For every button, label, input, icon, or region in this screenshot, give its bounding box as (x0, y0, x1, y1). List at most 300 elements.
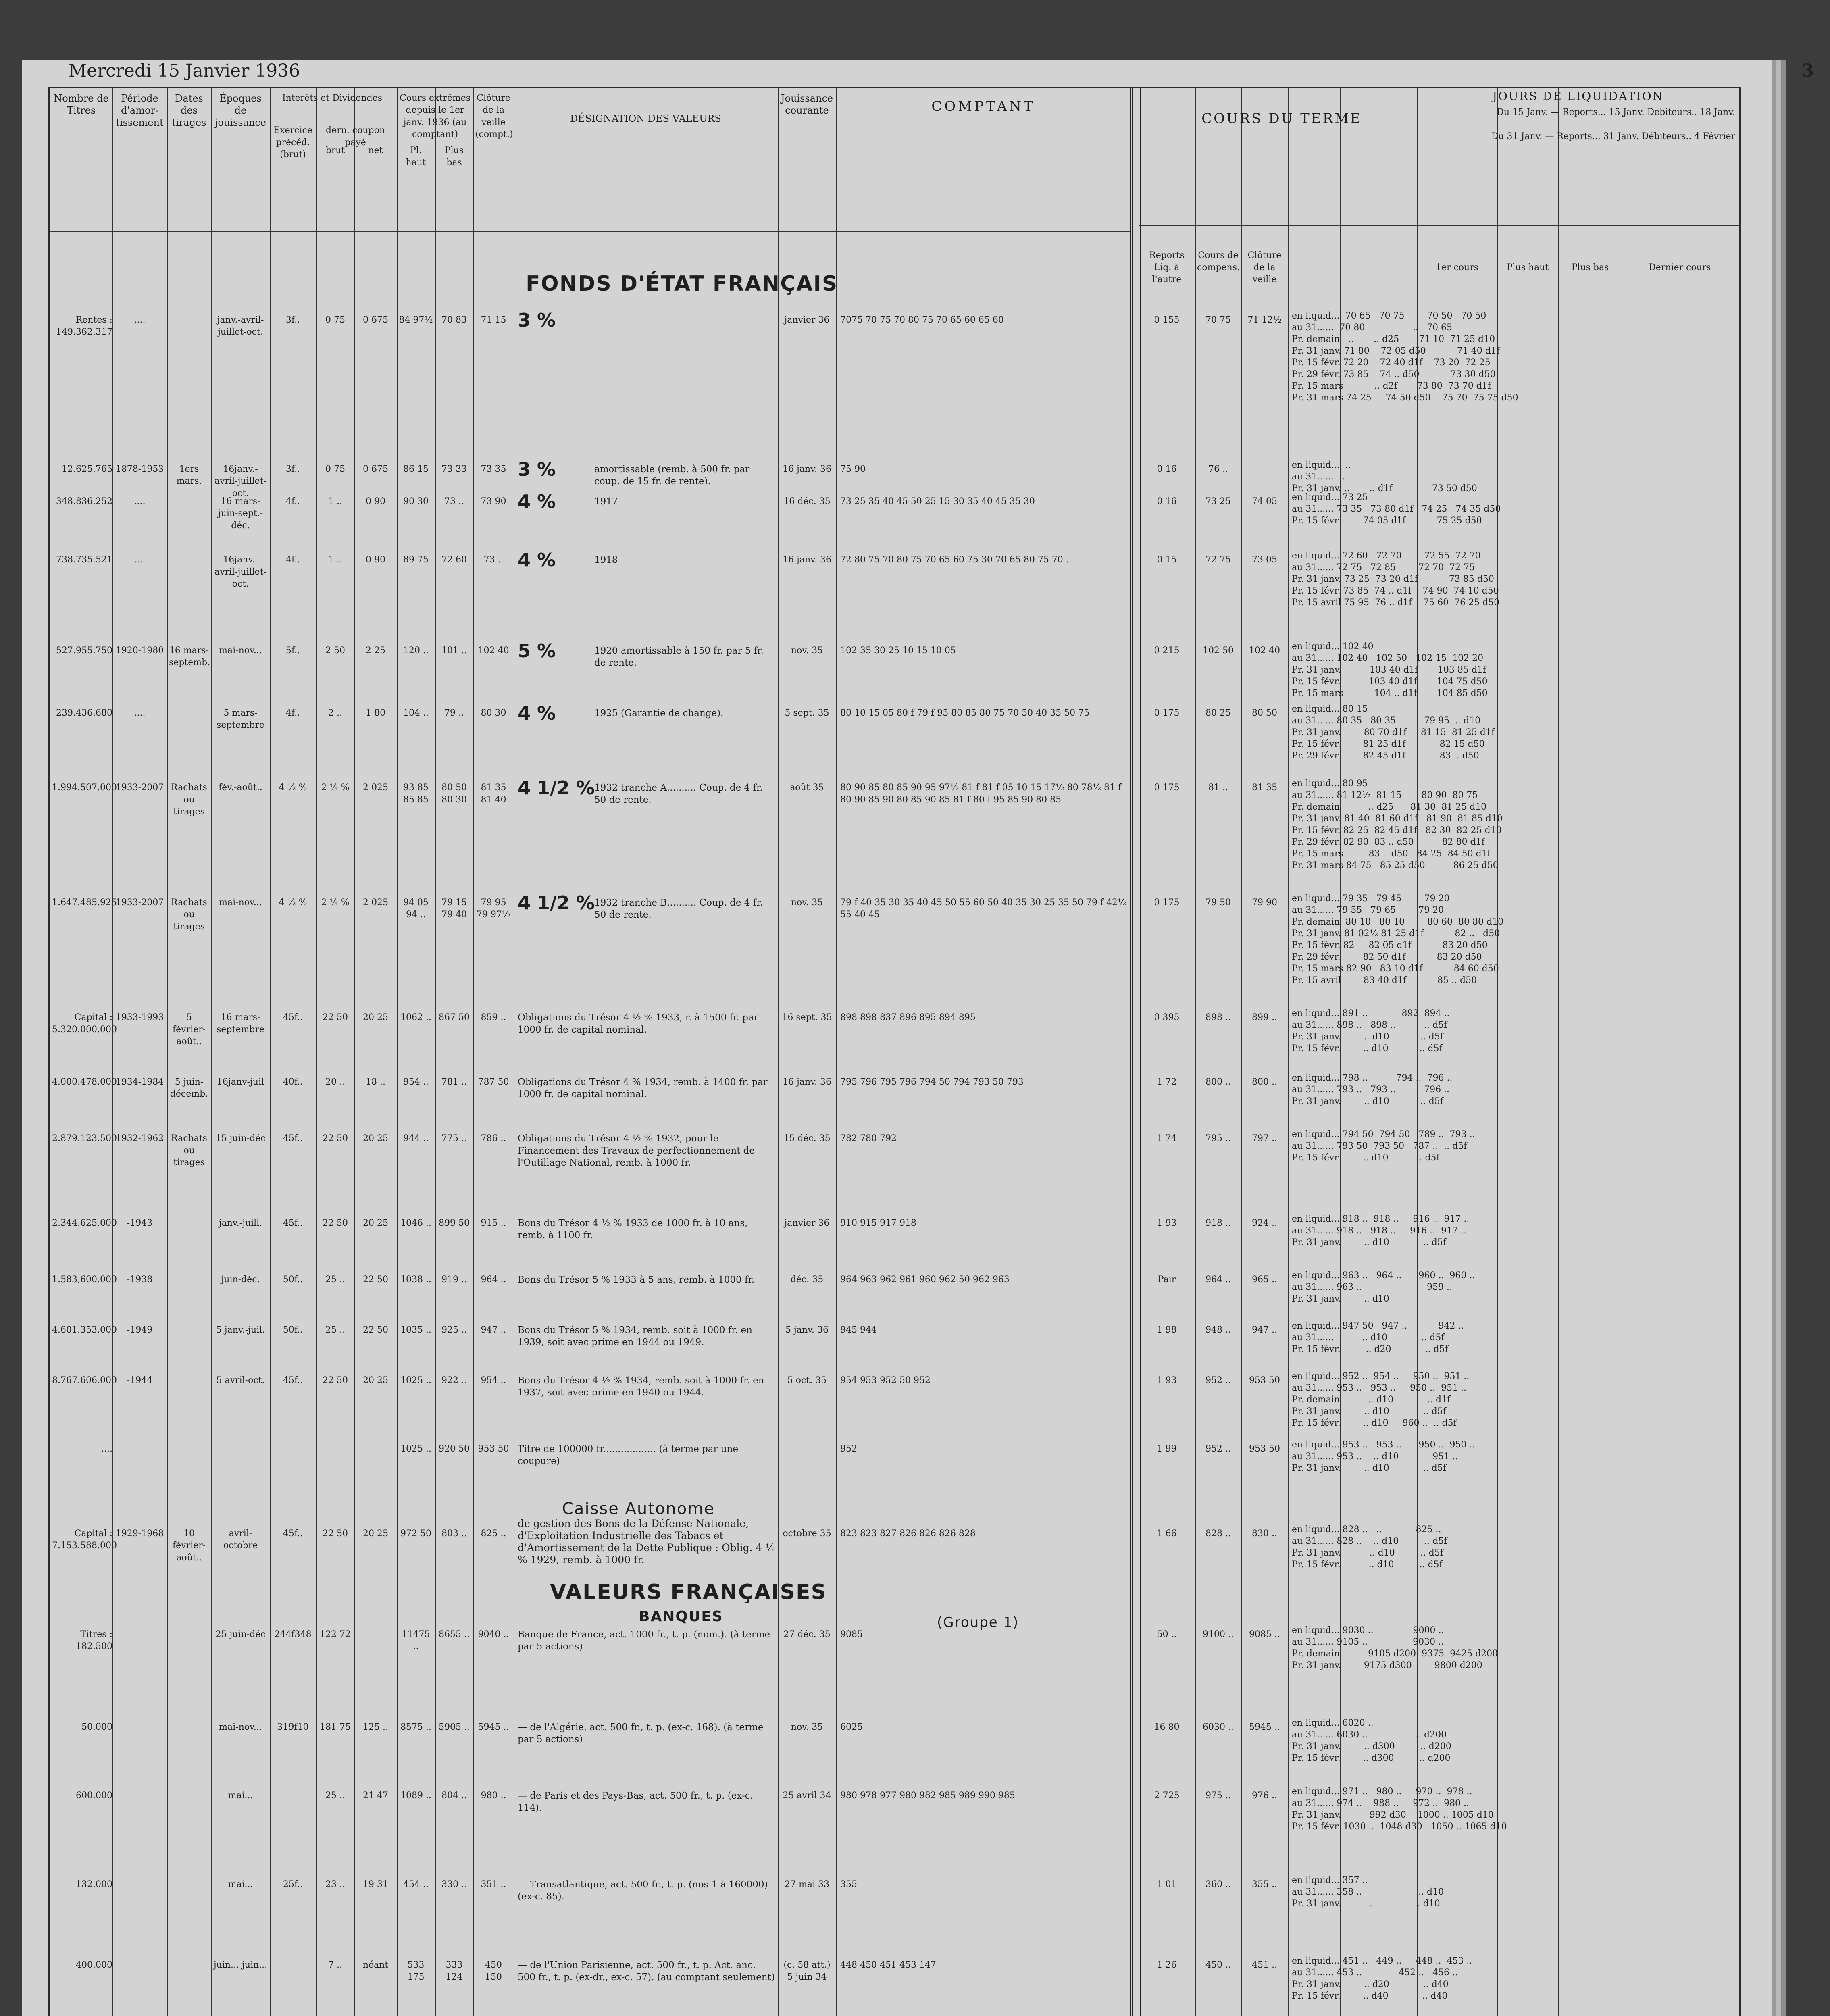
cell-bas: 79 15 79 40 (441, 898, 467, 920)
cell-veille: 81 35 81 40 (481, 783, 506, 805)
cell-haut: 120 .. (403, 646, 429, 656)
cell-dates: Rachats ou tirages (171, 1133, 207, 1168)
cell-designation: — de Paris et des Pays-Bas, act. 500 fr., t. p. (ex-c. 114). (518, 1791, 753, 1813)
section-caisse-text: de gestion des Bons de la Défense Nationale, d'Exploitation Industrielle des Tabacs et d'Amortissement de la Dette Publique : Oblig. 4 ½ % 1929, remb. à 1000 fr. (518, 1518, 775, 1566)
cell-net: 0 675 (363, 315, 388, 325)
cell-epoques: mai... (228, 1879, 253, 1889)
cell-comptant: 448 450 451 453 147 (840, 1960, 936, 1970)
cell-comptant: 355 (840, 1879, 857, 1889)
cell-titres: 1.994.507.000 (52, 783, 117, 793)
cell-titres: 738.735.521 (56, 555, 112, 565)
cell-epoques: 5 janv.-juil. (216, 1325, 265, 1335)
cell-net: 20 25 (363, 1529, 388, 1539)
table-row (50, 1321, 1739, 1354)
cell-veille: 859 .. (481, 1012, 506, 1023)
cell-titres: 527.955.750 (56, 646, 112, 656)
cell-exercice: 4f.. (285, 708, 300, 718)
cell-periode: 1878-1953 (115, 464, 164, 474)
cell-reports: 1 66 (1157, 1529, 1177, 1539)
cell-haut: 1035 .. (400, 1325, 431, 1335)
cell-titres: 2.879.123.500 (52, 1133, 117, 1143)
cell-brut: 22 50 (323, 1218, 348, 1228)
cell-compens: 72 75 (1205, 555, 1231, 565)
cell-cloture: 81 35 (1252, 783, 1277, 793)
rente-rate-label: 4 1/2 % (518, 892, 595, 914)
rente-rate-label: 4 % (518, 491, 556, 512)
cell-terme-quotes: en liquid... 953 .. 953 .. 950 .. 950 .. au 31...... 953 .. .. d10 951 .. Pr. 31 janv. .. d10 .. d5f (1292, 1440, 1475, 1473)
table-row (50, 1214, 1739, 1248)
cell-periode: .... (134, 555, 146, 565)
cell-bas: 922 .. (441, 1375, 467, 1385)
cell-comptant: 102 35 30 25 10 15 10 05 (840, 646, 956, 656)
cell-bas: 5905 .. (439, 1722, 470, 1732)
header-plus-haut: Plus haut (1506, 262, 1549, 273)
table-row (50, 1073, 1739, 1106)
cell-net: 22 50 (363, 1325, 388, 1335)
header-cours-terme: COURS DU TERME (1201, 110, 1362, 127)
section-caisse-title: Caisse Autonome (562, 1500, 715, 1518)
cell-haut: 1089 .. (400, 1791, 431, 1801)
cell-veille: 787 50 (478, 1077, 509, 1087)
cell-reports: 16 80 (1154, 1722, 1180, 1732)
cell-net: 2 025 (363, 898, 388, 908)
cell-cloture: 800 .. (1252, 1077, 1277, 1087)
cell-haut: 1025 .. (400, 1375, 431, 1385)
cell-epoques: mai-nov... (219, 646, 262, 656)
cell-veille: 71 15 (481, 315, 506, 325)
cell-terme-quotes: en liquid... 70 65 70 75 70 50 70 50 au 31...... 70 80 .. 70 65 Pr. demain .. .. d25 71 10 71 25 d10 Pr. 31 janv. 71 80 72 05 d50 71 40 d1f Pr. 15 févr. 72 20 72 40 d1f 73 20 72 25 Pr. 29 févr. 73 85 74 .. d50 73 30 d50 Pr. 15 mars .. d2f 73 80 73 70 d1f Pr. 31 mars 74 25 74 50 d50 75 70 75 75 d50 (1292, 311, 1518, 403)
cell-titres: Capital : 7.153.588.000 (52, 1529, 117, 1551)
table-row (50, 702, 1739, 761)
cell-comptant: 73 25 35 40 45 50 25 15 30 35 40 45 35 30 (840, 496, 1035, 506)
cell-jouissance: janvier 36 (784, 315, 830, 325)
page-date: Mercredi 15 Janvier 1936 (69, 60, 300, 81)
cell-bas: 899 50 (439, 1218, 470, 1228)
header-comptant: COMPTANT (931, 98, 1035, 115)
cell-terme-quotes: en liquid... 72 60 72 70 72 55 72 70 au 31...... 72 75 72 85 72 70 72 75 Pr. 31 janv. 73 25 73 20 d1f 73 85 d50 Pr. 15 févr. 73 85 74 .. d1f 74 90 74 10 d50 Pr. 15 avril 75 95 76 .. d1f 75 60 76 25 d50 (1292, 551, 1500, 608)
cell-net: 20 25 (363, 1012, 388, 1023)
cell-terme-quotes: en liquid... 9030 .. 9000 .. au 31...... 9105 .. 9030 .. Pr. demain 9105 d200 9375 9425 d200 Pr. 31 janv. 9175 d300 9800 d200 (1292, 1625, 1498, 1670)
header-pl-haut: Pl. haut (406, 146, 426, 168)
cell-veille: 786 .. (481, 1133, 506, 1143)
table-row (50, 1718, 1739, 1763)
cell-brut: 1 .. (328, 555, 342, 565)
cell-compens: 450 .. (1205, 1960, 1231, 1970)
cell-jouissance: 27 mai 33 (785, 1879, 829, 1889)
cell-terme-quotes: en liquid... 357 .. au 31...... 358 .. .. d10 Pr. 31 janv. .. .. d10 (1292, 1875, 1444, 1909)
header-brut: brut (325, 146, 345, 156)
cell-terme-quotes: en liquid... 102 40 au 31...... 102 40 102 50 102 15 102 20 Pr. 31 janv. 103 40 d1f 103 85 d1f Pr. 15 févr. 103 40 d1f 104 75 d50 Pr. 15 mars 104 .. d1f 104 85 d50 (1292, 641, 1488, 698)
cell-veille: 450 150 (485, 1960, 502, 1982)
cell-haut: 11475 .. (402, 1629, 430, 1652)
cell-jouissance: nov. 35 (791, 1722, 823, 1732)
cell-designation: Bons du Trésor 4 ½ % 1934, remb. soit à 1000 fr. en 1937, soit avec prime en 1940 ou 1944. (518, 1375, 764, 1398)
cell-brut: 122 72 (320, 1629, 351, 1639)
cell-titres: 1.647.485.925 (52, 898, 117, 908)
cell-jouissance: 16 janv. 36 (783, 464, 831, 474)
cell-exercice: 4f.. (285, 555, 300, 565)
cell-bas: 803 .. (441, 1529, 467, 1539)
cell-reports: 0 16 (1157, 464, 1177, 474)
header-cloture-veille-terme: Clôture de la veille (1247, 250, 1282, 285)
cell-exercice: 45f.. (283, 1218, 303, 1228)
cell-haut: 533 175 (407, 1960, 425, 1982)
cell-net: 0 90 (366, 496, 385, 506)
cell-reports: 0 175 (1154, 783, 1180, 793)
cell-brut: 1 .. (328, 496, 342, 506)
rente-rate-label: 3 % (518, 309, 556, 331)
cell-periode: 1933-2007 (115, 783, 164, 793)
stock-quotation-table (48, 87, 1741, 2016)
cell-comptant: 6025 (840, 1722, 863, 1732)
cell-reports: 1 93 (1157, 1375, 1177, 1385)
cell-haut: 89 75 (403, 555, 429, 565)
header-jours-liquidation: JOURS DE LIQUIDATION (1492, 90, 1664, 103)
cell-cloture: 953 50 (1249, 1375, 1280, 1385)
cell-periode: -1949 (127, 1325, 153, 1335)
cell-epoques: 5 mars-septembre (217, 708, 264, 730)
cell-exercice: 50f.. (283, 1275, 303, 1285)
cell-titres: 2.344.625.000 (52, 1218, 117, 1228)
cell-veille: 351 .. (481, 1879, 506, 1889)
cell-brut: 22 50 (323, 1529, 348, 1539)
cell-brut: 2 ¼ % (321, 898, 350, 908)
cell-titres: 348.836.252 (56, 496, 112, 506)
cell-bas: 101 .. (441, 646, 467, 656)
cell-compens: 102 50 (1203, 646, 1234, 656)
cell-veille: 73 90 (481, 496, 506, 506)
cell-net: 125 .. (363, 1722, 388, 1732)
cell-net: 1 80 (366, 708, 385, 718)
cell-haut: 8575 .. (400, 1722, 431, 1732)
cell-exercice: 45f.. (283, 1529, 303, 1539)
cell-designation: Banque de France, act. 1000 fr., t. p. (nom.). (à terme par 5 actions) (518, 1629, 770, 1652)
cell-compens: 73 25 (1205, 496, 1231, 506)
cell-reports: 50 .. (1157, 1629, 1177, 1639)
cell-epoques: 16 mars-septembre (217, 1012, 264, 1035)
cell-periode: -1943 (127, 1218, 153, 1228)
cell-titres: 239.436.680 (56, 708, 112, 718)
cell-jouissance: déc. 35 (790, 1275, 824, 1285)
header-periode: Période d'amor-tissement (116, 93, 164, 128)
cell-compens: 952 .. (1205, 1444, 1231, 1454)
cell-brut: 7 .. (328, 1960, 342, 1970)
rente-rate-label: 4 % (518, 702, 556, 724)
cell-brut: 25 .. (325, 1791, 345, 1801)
cell-titres: .... (101, 1444, 112, 1454)
cell-terme-quotes: en liquid... 80 15 au 31...... 80 35 80 35 79 95 .. d10 Pr. 31 janv. 80 70 d1f 81 15 81 25 d1f Pr. 15 févr. 81 25 d1f 82 15 d50 Pr. 29 févr. 82 45 d1f 83 .. d50 (1292, 704, 1495, 761)
cell-dates: 5 juin-décemb. (170, 1077, 208, 1099)
cell-exercice: 3f.. (285, 464, 300, 474)
cell-cloture: 79 90 (1252, 898, 1277, 908)
rente-rate-label: 3 % (518, 458, 556, 480)
cell-comptant: 823 823 827 826 826 826 828 (840, 1529, 976, 1539)
cell-bas: 925 .. (441, 1325, 467, 1335)
cell-periode: 1933-1993 (115, 1012, 164, 1023)
cell-compens: 9100 .. (1203, 1629, 1234, 1639)
cell-comptant: 980 978 977 980 982 985 989 990 985 (840, 1791, 1015, 1801)
cell-periode: 1929-1968 (115, 1529, 164, 1539)
cell-exercice: 319f10 (277, 1722, 309, 1732)
cell-exercice: 5f.. (285, 646, 300, 656)
cell-periode: .... (134, 315, 146, 325)
cell-compens: 964 .. (1205, 1275, 1231, 1285)
cell-periode: 1934-1984 (115, 1077, 164, 1087)
cell-cloture: 924 .. (1252, 1218, 1277, 1228)
cell-periode: -1938 (127, 1275, 153, 1285)
cell-bas: 775 .. (441, 1133, 467, 1143)
cell-cloture: 965 .. (1252, 1275, 1277, 1285)
cell-cloture: 451 .. (1252, 1960, 1277, 1970)
cell-titres: 400.000 (76, 1960, 112, 1970)
header-dern-coupon: dern. coupon payé (325, 125, 385, 148)
cell-terme-quotes: en liquid... 952 .. 954 .. 950 .. 951 .. au 31...... 953 .. 953 .. 950 .. 951 .. Pr. demain .. d10 .. d1f Pr. 31 janv. .. d10 .. d5f Pr. 15 févr. .. d10 960 .. .. d5f (1292, 1371, 1470, 1428)
cell-dates: 10 février-août.. (172, 1529, 206, 1563)
cell-comptant: 795 796 795 796 794 50 794 793 50 793 (840, 1077, 1024, 1087)
cell-jouissance: 25 avril 34 (783, 1791, 831, 1801)
cell-designation: 1917 (594, 496, 618, 507)
header-dates-tirages: Dates des tirages (172, 93, 206, 128)
cell-designation: Bons du Trésor 5 % 1934, remb. soit à 1000 fr. en 1939, soit avec prime en 1944 ou 1949. (518, 1325, 752, 1347)
cell-designation: 1918 (594, 555, 618, 565)
cell-titres: 600.000 (76, 1791, 112, 1801)
cell-jouissance: (c. 58 att.) 5 juin 34 (783, 1960, 831, 1982)
cell-compens: 952 .. (1205, 1375, 1231, 1385)
cell-comptant: 910 915 917 918 (840, 1218, 916, 1228)
cell-compens: 795 .. (1205, 1133, 1231, 1143)
cell-terme-quotes: en liquid... 451 .. 449 .. 448 .. 453 .. au 31...... 453 .. 452 .. 456 .. Pr. 31 janv. .. d20 .. d40 Pr. 15 févr. .. d40 .. d40 (1292, 1956, 1472, 2001)
cell-designation: — Transatlantique, act. 500 fr., t. p. (nos 1 à 160000) (ex-c. 85). (518, 1879, 768, 1902)
cell-jouissance: août 35 (790, 783, 824, 793)
cell-epoques: fév.-août.. (219, 783, 262, 793)
cell-reports: 1 98 (1157, 1325, 1177, 1335)
cell-cloture: 830 .. (1252, 1529, 1277, 1539)
cell-terme-quotes: en liquid... .. au 31...... .. Pr. 31 janv. .. .. d1f 73 50 d50 (1292, 460, 1477, 494)
cell-veille: 9040 .. (478, 1629, 509, 1639)
cell-jouissance: 16 janv. 36 (783, 555, 831, 565)
cell-veille: 964 .. (481, 1275, 506, 1285)
cell-terme-quotes: en liquid... 794 50 794 50 789 .. 793 .. au 31...... 793 50 793 50 787 .. .. d5f Pr. 15 févr. .. d10 .. d5f (1292, 1129, 1475, 1163)
header-cloture-veille: Clôture de la veille (compt.) (475, 93, 513, 140)
cell-compens: 948 .. (1205, 1325, 1231, 1335)
cell-compens: 898 .. (1205, 1012, 1231, 1023)
cell-dates: Rachats ou tirages (171, 783, 207, 817)
header-plus-bas: Plus bas (444, 146, 464, 168)
cell-veille: 102 40 (478, 646, 509, 656)
cell-brut: 22 50 (323, 1375, 348, 1385)
cell-titres: Titres : 182.500 (76, 1629, 112, 1652)
cell-exercice: 40f.. (283, 1077, 303, 1087)
cell-jouissance: octobre 35 (783, 1529, 831, 1539)
cell-compens: 918 .. (1205, 1218, 1231, 1228)
rente-rate-label: 4 1/2 % (518, 777, 595, 799)
cell-bas: 330 .. (441, 1879, 467, 1889)
cell-terme-quotes: en liquid... 963 .. 964 .. 960 .. 960 .. au 31...... 963 .. 959 .. Pr. 31 janv. .. d10 (1292, 1270, 1475, 1304)
cell-cloture: 947 .. (1252, 1325, 1277, 1335)
cell-exercice: 4 ½ % (279, 898, 307, 908)
cell-titres: 132.000 (76, 1879, 112, 1889)
cell-comptant: 952 (840, 1444, 857, 1454)
cell-reports: 1 26 (1157, 1960, 1177, 1970)
cell-reports: 0 175 (1154, 898, 1180, 908)
cell-compens: 79 50 (1205, 898, 1231, 908)
header-epoques: Époques de jouissance (214, 93, 266, 128)
cell-comptant: 954 953 952 50 952 (840, 1375, 931, 1385)
cell-titres: 8.767.606.000 (52, 1375, 117, 1385)
cell-designation: — de l'Algérie, act. 500 fr., t. p. (ex-c. 168). (à terme par 5 actions) (518, 1722, 764, 1745)
cell-net: 22 50 (363, 1275, 388, 1285)
header-cours-compens: Cours de compens. (1197, 250, 1240, 273)
cell-cloture: 80 50 (1252, 708, 1277, 718)
cell-compens: 70 75 (1205, 315, 1231, 325)
cell-net: 20 25 (363, 1218, 388, 1228)
section-banques: BANQUES (639, 1608, 723, 1625)
cell-cloture: 73 05 (1252, 555, 1277, 565)
cell-titres: 4.601.353.000 (52, 1325, 117, 1335)
cell-compens: 360 .. (1205, 1879, 1231, 1889)
cell-brut: 2 50 (325, 646, 345, 656)
cell-epoques: 5 avril-oct. (216, 1375, 265, 1385)
cell-net: 19 31 (363, 1879, 388, 1889)
cell-epoques: 16janv.-avril-juillet-oct. (214, 555, 266, 589)
cell-compens: 975 .. (1205, 1791, 1231, 1801)
cell-terme-quotes: en liquid... 80 95 au 31...... 81 12½ 81 15 80 90 80 75 Pr. demain .. d25 81 30 81 25 d10 Pr. 31 janv. 81 40 81 60 d1f 81 90 81 85 d10 Pr. 15 févr. 82 25 82 45 d1f 82 30 82 25 d10 Pr. 29 févr. 82 90 83 .. d50 82 80 d1f Pr. 15 mars 83 .. d50 84 25 84 50 d1f Pr. 31 mars 84 75 85 25 d50 86 25 d50 (1292, 779, 1503, 871)
cell-jouissance: 16 sept. 35 (782, 1012, 832, 1023)
cell-reports: Pair (1158, 1275, 1176, 1285)
cell-exercice: 45f.. (283, 1133, 303, 1143)
cell-bas: 333 124 (446, 1960, 463, 1982)
cell-epoques: mai-nov... (219, 898, 262, 908)
cell-veille: 954 .. (481, 1375, 506, 1385)
cell-jouissance: 5 oct. 35 (787, 1375, 827, 1385)
cell-haut: 1046 .. (400, 1218, 431, 1228)
cell-comptant: 898 898 837 896 895 894 895 (840, 1012, 976, 1023)
cell-veille: 947 .. (481, 1325, 506, 1335)
cell-brut: 22 50 (323, 1133, 348, 1143)
cell-reports: 0 215 (1154, 646, 1180, 656)
cell-comptant: 7075 70 75 70 80 75 70 65 60 65 60 (840, 315, 1004, 325)
cell-jouissance: nov. 35 (791, 646, 823, 656)
cell-epoques: 15 juin-déc (215, 1133, 266, 1143)
cell-jouissance: nov. 35 (791, 898, 823, 908)
cell-veille: 79 95 79 97½ (476, 898, 511, 920)
cell-brut: 0 75 (325, 315, 345, 325)
cell-designation: Obligations du Trésor 4 ½ % 1932, pour le Financement des Travaux de perfectionnement de l'Outillage National, remb. à 1000 fr. (518, 1133, 755, 1168)
header-designation: DÉSIGNATION DES VALEURS (570, 113, 721, 124)
cell-exercice: 244f348 (274, 1629, 312, 1639)
cell-jouissance: 5 sept. 35 (785, 708, 829, 718)
cell-epoques: 25 juin-déc (215, 1629, 266, 1639)
table-row (50, 458, 1739, 498)
cell-reports: 0 175 (1154, 708, 1180, 718)
cell-terme-quotes: en liquid... 6020 .. au 31...... 6030 .. .. d200 Pr. 31 janv. .. d300 .. d200 Pr. 15 févr. .. d300 .. d200 (1292, 1718, 1451, 1763)
cell-comptant: 782 780 792 (840, 1133, 897, 1143)
cell-bas: 70 83 (441, 315, 467, 325)
cell-bas: 73 33 (441, 464, 467, 474)
cell-exercice: 4 ½ % (279, 783, 307, 793)
cell-reports: 0 15 (1157, 555, 1177, 565)
cell-terme-quotes: en liquid... 79 35 79 45 79 20 au 31...... 79 55 79 65 79 20 Pr. demain 80 10 80 10 80 60 80 80 d10 Pr. 31 janv. 81 02½ 81 25 d1f 82 .. d50 Pr. 15 févr. 82 82 05 d1f 83 20 d50 Pr. 29 févr. 82 50 d1f 83 20 d50 Pr. 15 mars 82 90 83 10 d1f 84 60 d50 Pr. 15 avril 83 40 d1f 85 .. d50 (1292, 893, 1504, 985)
cell-designation: Obligations du Trésor 4 % 1934, remb. à 1400 fr. par 1000 fr. de capital nominal. (518, 1077, 768, 1100)
rente-rate-label: 4 % (518, 549, 556, 571)
header-cours-extremes: Cours extrêmes depuis le 1er janv. 1936 (au comptant) (399, 93, 471, 140)
cell-exercice: 45f.. (283, 1012, 303, 1023)
cell-comptant: 80 90 85 80 85 90 95 97½ 81 f 81 f 05 10 15 17½ 80 78½ 81 f 80 90 85 90 80 85 90 85 81 f 80 f 95 85 90 80 85 (840, 783, 1122, 805)
cell-veille: 980 .. (481, 1791, 506, 1801)
cell-haut: 1025 .. (400, 1444, 431, 1454)
cell-veille: 825 .. (481, 1529, 506, 1539)
cell-designation: Bons du Trésor 4 ½ % 1933 de 1000 fr. à 10 ans, remb. à 1100 fr. (518, 1218, 748, 1241)
cell-titres: 4.000.478.000 (52, 1077, 117, 1087)
cell-terme-quotes: en liquid... 947 50 947 .. 942 .. au 31...... .. d10 .. d5f Pr. 15 févr. .. d20 .. d5f (1292, 1321, 1464, 1354)
cell-net: néant (362, 1960, 389, 1970)
section-valeurs-francaises: VALEURS FRANÇAISES (550, 1580, 827, 1604)
cell-jouissance: 15 déc. 35 (783, 1133, 831, 1143)
cell-exercice: 50f.. (283, 1325, 303, 1335)
header-liq-line2: Du 31 Janv. — Reports... 31 Janv. Débiteurs.. 4 Février (1491, 131, 1735, 142)
cell-comptant: 9085 (840, 1629, 863, 1639)
rente-rate-label: 5 % (518, 640, 556, 662)
cell-net: 20 25 (363, 1375, 388, 1385)
header-premier-cours: 1er cours (1435, 262, 1479, 273)
cell-haut: 1038 .. (400, 1275, 431, 1285)
cell-haut: 972 50 (400, 1529, 431, 1539)
cell-reports: 1 01 (1157, 1879, 1177, 1889)
cell-haut: 1062 .. (400, 1012, 431, 1023)
cell-titres: Rentes : 149.362.317 (56, 315, 112, 337)
cell-brut: 181 75 (320, 1722, 351, 1732)
header-net: net (368, 146, 383, 156)
cell-net: 0 675 (363, 464, 388, 474)
cell-designation: Obligations du Trésor 4 ½ % 1933, r. à 1500 fr. par 1000 fr. de capital nominal. (518, 1012, 758, 1035)
cell-terme-quotes: en liquid... 918 .. 918 .. 916 .. 917 .. au 31...... 918 .. 918 .. 916 .. 917 .. Pr. 31 janv. .. d10 .. d5f (1292, 1214, 1470, 1248)
cell-haut: 84 97½ (399, 315, 433, 325)
cell-epoques: juin-déc. (221, 1275, 260, 1285)
cell-bas: 79 .. (444, 708, 464, 718)
cell-cloture: 9085 .. (1249, 1629, 1280, 1639)
cell-cloture: 953 50 (1249, 1444, 1280, 1454)
cell-terme-quotes: en liquid... 73 25 au 31...... 73 35 73 80 d1f 74 25 74 35 d50 Pr. 15 févr. 74 05 d1f 75 25 d50 (1292, 492, 1501, 526)
cell-comptant: 75 90 (840, 464, 866, 474)
header-jouissance: Jouissance courante (781, 93, 833, 116)
cell-bas: 781 .. (441, 1077, 467, 1087)
cell-terme-quotes: en liquid... 828 .. .. 825 .. au 31...... 828 .. .. d10 .. d5f Pr. 31 janv. .. d10 .. d5f Pr. 15 févr. .. d10 .. d5f (1292, 1524, 1447, 1570)
cell-cloture: 797 .. (1252, 1133, 1277, 1143)
table-row (50, 1956, 1739, 2001)
cell-reports: 0 16 (1157, 496, 1177, 506)
cell-periode: 1920-1980 (115, 646, 164, 656)
cell-jouissance: 5 janv. 36 (785, 1325, 829, 1335)
cell-periode: 1933-2007 (115, 898, 164, 908)
cell-designation: — de l'Union Parisienne, act. 500 fr., t. p. Act. anc. 500 fr., t. p. (ex-dr., ex-c. 57). (au comptant seulement) (518, 1960, 775, 1983)
cell-brut: 22 50 (323, 1012, 348, 1023)
cell-jouissance: 16 janv. 36 (783, 1077, 831, 1087)
cell-compens: 800 .. (1205, 1077, 1231, 1087)
cell-designation: 1920 amortissable à 150 fr. par 5 fr. de rente. (594, 646, 764, 668)
cell-haut: 93 85 85 85 (403, 783, 429, 805)
cell-periode: 1932-1962 (115, 1133, 164, 1143)
cell-haut: 954 .. (403, 1077, 429, 1087)
cell-cloture: 355 .. (1252, 1879, 1277, 1889)
cell-dates: 1ers mars. (176, 464, 202, 486)
cell-net: 20 25 (363, 1133, 388, 1143)
cell-brut: 2 ¼ % (321, 783, 350, 793)
cell-exercice: 4f.. (285, 496, 300, 506)
header-exercice: Exercice précéd. (brut) (273, 125, 312, 160)
cell-designation: amortissable (remb. à 500 fr. par coup. de 15 fr. de rente). (594, 464, 750, 487)
cell-haut: 90 30 (403, 496, 429, 506)
cell-reports: 0 155 (1154, 315, 1180, 325)
